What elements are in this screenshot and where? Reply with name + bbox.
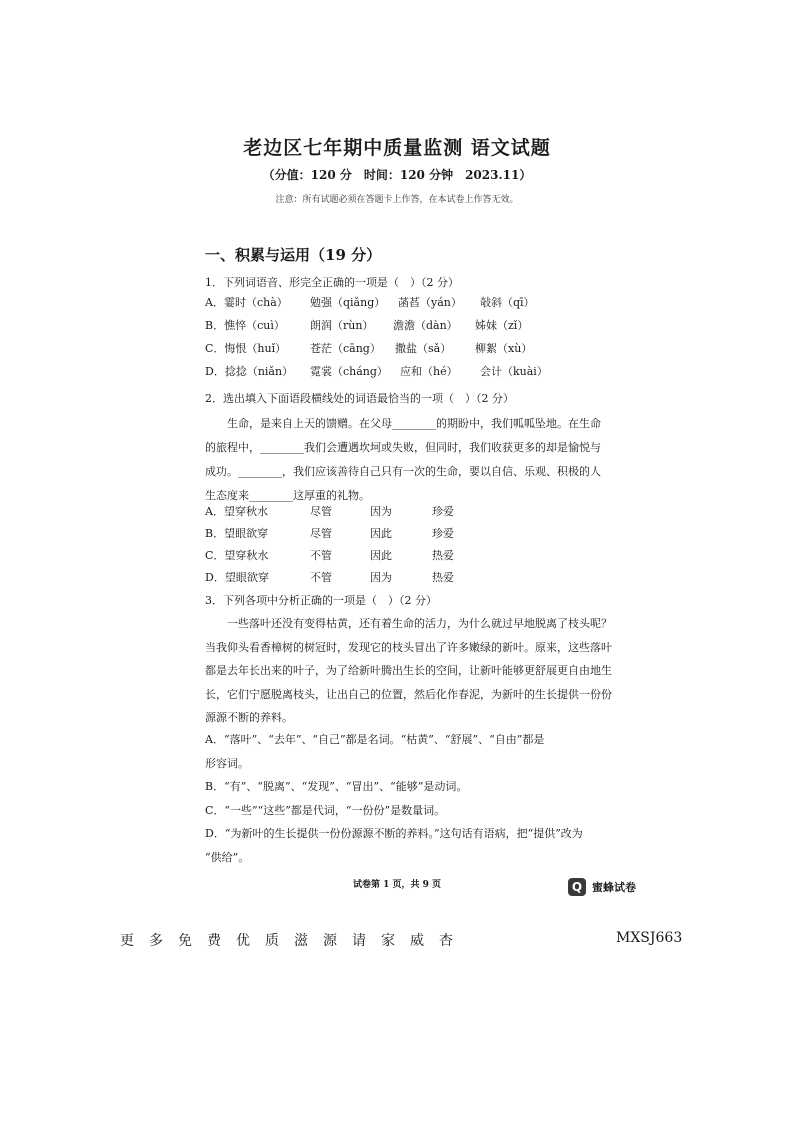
q1-option-b-3: 澹澹（dàn） xyxy=(393,319,458,332)
question-3-options xyxy=(205,728,620,869)
q3-option-line: C．“一些”“这些”都是代词，“一份份”是数量词。 xyxy=(205,803,446,817)
q3-option-line: “供给”。 xyxy=(205,850,250,864)
q1-option-c-2: 苍茫（cāng） xyxy=(310,342,381,355)
q1-option-d-2: 霓裳（cháng） xyxy=(310,365,388,378)
q1-option-d-1: D．捻捻（niǎn） xyxy=(205,365,294,378)
q2-option-d-1: D．望眼欲穿 xyxy=(205,571,269,584)
page-number: 试卷第 1 页，共 9 页 xyxy=(352,880,442,890)
q1-option-a-2: 勉强（qiǎng） xyxy=(310,296,386,309)
q3-option-line: 形容词。 xyxy=(205,756,249,770)
exam-notice: 注意：所有试题必须在答题卡上作答，在本试卷上作答无效。 xyxy=(275,195,519,205)
question-2-passage xyxy=(205,412,620,508)
q3-option-line: A．“落叶”、“去年”、“自己”都是名词。“枯黄”、“舒展”、“自由”都是 xyxy=(205,733,545,746)
passage-line: 源源不断的养料。 xyxy=(205,711,293,724)
q1-option-d-4: 会计（kuài） xyxy=(480,365,548,378)
q1-option-b-4: 姊妹（zǐ） xyxy=(475,319,529,332)
q2-option-b-3: 因此 xyxy=(370,527,392,540)
passage-line: 一些落叶还没有变得枯黄，还有着生命的活力，为什么就过早地脱离了枝头呢？ xyxy=(205,617,612,630)
q1-option-c-1: C．悔恨（huǐ） xyxy=(205,342,287,355)
q1-option-a-3: 菡萏（yán） xyxy=(398,296,462,309)
q1-option-d-3: 应和（hé） xyxy=(400,365,458,378)
brand-watermark xyxy=(568,878,636,896)
passage-line: 生态度来________这厚重的礼物。 xyxy=(205,489,370,502)
section-heading: 一、积累与运用（19 分） xyxy=(205,246,382,264)
q3-option-line: D．“为新叶的生长提供一份份源源不断的养料。”这句话有语病，把“提供”改为 xyxy=(205,827,583,840)
q2-option-b-2: 尽管 xyxy=(310,527,332,540)
passage-line: 生命，是来自上天的馈赠。在父母________的期盼中，我们呱呱坠地。在生命 xyxy=(205,417,601,430)
q2-option-a-3: 因为 xyxy=(370,505,392,518)
q3-option-line: B．“有”、“脱离”、“发现”、“冒出”、“能够”是动词。 xyxy=(205,780,468,793)
page-title: 老边区七年期中质量监测 语文试题 xyxy=(243,137,551,159)
passage-line: 当我仰头看香樟树的树冠时，发现它的枝头冒出了许多嫩绿的新叶。原来，这些落叶 xyxy=(205,640,612,654)
exam-info: （分值：120 分 时间：120 分钟 2023.11） xyxy=(262,168,532,182)
promo-text: 更多免费优质滋源请家威杏 xyxy=(120,933,468,949)
question-2-stem: 2．选出填入下面语段横线处的词语最恰当的一项（ ）（2 分） xyxy=(205,392,514,405)
q2-option-c-3: 因此 xyxy=(370,549,392,562)
promo-code: MXSJ663 xyxy=(616,930,683,946)
q1-option-c-3: 撒盐（sǎ） xyxy=(395,342,452,355)
q2-option-c-4: 热爱 xyxy=(432,549,454,562)
q2-option-c-1: C．望穿秋水 xyxy=(205,549,269,562)
q2-option-a-4: 珍爱 xyxy=(432,505,454,518)
brand-name: 蜜蜂试卷 xyxy=(592,881,636,894)
q2-option-a-1: A．望穿秋水 xyxy=(205,505,268,518)
q1-option-b-1: B．憔悴（cuì） xyxy=(205,319,285,332)
passage-line: 都是去年长出来的叶子，为了给新叶腾出生长的空间，让新叶能够更舒展更自由地生 xyxy=(205,664,612,677)
passage-line: 的旅程中，________我们会遭遇坎坷或失败，但同时，我们收获更多的却是愉悦与 xyxy=(205,441,601,454)
q2-option-b-4: 珍爱 xyxy=(432,527,454,540)
q2-option-d-2: 不管 xyxy=(310,571,332,584)
q2-option-d-3: 因为 xyxy=(370,571,392,584)
brand-logo-icon: Q xyxy=(568,878,586,896)
q1-option-a-1: A．霎时（chà） xyxy=(205,296,288,309)
question-3-passage xyxy=(205,612,620,730)
q2-option-c-2: 不管 xyxy=(310,549,332,562)
q2-option-d-4: 热爱 xyxy=(432,571,454,584)
q2-option-a-2: 尽管 xyxy=(310,505,332,518)
q1-option-c-4: 柳絮（xù） xyxy=(475,342,533,355)
question-1-stem: 1．下列词语音、形完全正确的一项是（ ）（2 分） xyxy=(205,276,459,289)
q1-option-b-2: 朗润（rùn） xyxy=(310,319,374,332)
q2-option-b-1: B．望眼欲穿 xyxy=(205,527,269,540)
passage-line: 长，它们宁愿脱离枝头，让出自己的位置，然后化作春泥，为新叶的生长提供一份份 xyxy=(205,687,612,701)
question-3-stem: 3．下列各项中分析正确的一项是（ ）（2 分） xyxy=(205,594,437,607)
q1-option-a-4: 敧斜（qī） xyxy=(480,296,535,309)
passage-line: 成功。________，我们应该善待自己只有一次的生命，要以自信、乐观、积极的人 xyxy=(205,465,601,478)
